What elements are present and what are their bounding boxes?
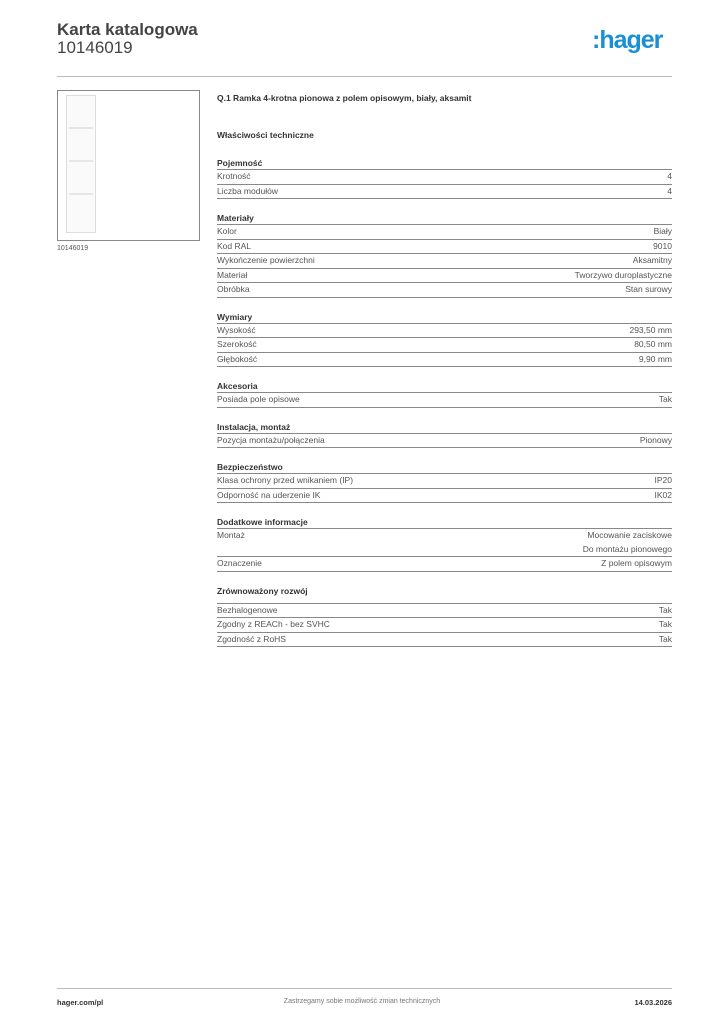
spec-label: Zgodność z RoHS <box>217 633 286 644</box>
spec-section <box>217 421 672 449</box>
section-heading: Materiały <box>217 212 672 225</box>
spec-row <box>217 269 672 284</box>
spec-row <box>217 170 672 185</box>
spec-label: Krotność <box>217 171 251 181</box>
image-caption: 10146019 <box>57 245 89 252</box>
spec-row <box>217 225 672 240</box>
spec-value: Z polem opisowym <box>601 558 672 568</box>
spec-label: Kolor <box>217 226 237 236</box>
section-heading: Dodatkowe informacje <box>217 516 672 529</box>
spec-value: Stan surowy <box>625 284 672 294</box>
spec-label: Montaż <box>217 530 245 540</box>
spec-row <box>217 338 672 353</box>
spec-value: 80,50 mm <box>634 339 672 349</box>
spec-value: 4 <box>667 185 672 196</box>
section-heading: Akcesoria <box>217 380 672 393</box>
spec-row <box>217 633 672 648</box>
spec-content <box>217 93 672 660</box>
spec-row <box>217 353 672 368</box>
spec-label: Odporność na uderzenie IK <box>217 489 321 500</box>
section-heading: Instalacja, montaż <box>217 421 672 434</box>
spec-section <box>217 585 672 648</box>
spec-value: Tworzywo duroplastyczne <box>574 269 672 280</box>
spec-row <box>217 254 672 269</box>
spec-row <box>217 474 672 489</box>
spec-label: Bezhalogenowe <box>217 604 278 615</box>
spec-label: Obróbka <box>217 284 250 294</box>
section-heading: Zrównoważony rozwój <box>217 585 308 596</box>
hager-logo: :hager <box>592 26 663 54</box>
product-code: 10146019 <box>57 38 133 57</box>
frame-illustration <box>66 95 96 233</box>
spec-row <box>217 529 672 557</box>
spec-row <box>217 283 672 298</box>
spec-value: Tak <box>658 394 672 404</box>
spec-value: Biały <box>653 226 672 236</box>
spec-row <box>217 434 672 449</box>
spec-label: Wykończenie powierzchni <box>217 255 315 265</box>
spec-value: Tak <box>658 633 672 644</box>
section-heading: Wymiary <box>217 311 672 324</box>
spec-section <box>217 212 672 298</box>
spec-row <box>217 324 672 339</box>
spec-value: 4 <box>667 171 672 181</box>
spec-value: Tak <box>658 619 672 629</box>
spec-label: Zgodny z REACh - bez SVHC <box>217 619 330 629</box>
spec-row <box>217 185 672 200</box>
header-divider <box>57 76 672 77</box>
product-image <box>57 90 200 241</box>
spec-value: Mocowanie zaciskowe Do montażu pionowego <box>582 530 672 554</box>
spec-value: 293,50 mm <box>629 324 672 335</box>
spec-label: Głębokość <box>217 353 258 364</box>
footer-divider <box>57 988 672 989</box>
footer-website[interactable]: hager.com/pl <box>57 998 104 1007</box>
spec-row <box>217 489 672 504</box>
spec-section <box>217 311 672 368</box>
spec-section <box>217 157 672 199</box>
spec-label: Klasa ochrony przed wnikaniem (IP) <box>217 475 354 485</box>
spec-label: Kod RAL <box>217 240 252 251</box>
spec-section <box>217 380 672 408</box>
footer-date: 14.03.2026 <box>634 998 672 1007</box>
spec-row <box>217 240 672 255</box>
spec-value: IK02 <box>654 489 672 500</box>
document-title: Karta katalogowa <box>57 20 198 39</box>
spec-label: Wysokość <box>217 324 256 335</box>
footer-notice: Zastrzegamy sobie możliwość zmian technicznych <box>283 998 441 1005</box>
section-heading: Bezpieczeństwo <box>217 461 672 474</box>
spec-value: Pionowy <box>639 434 672 445</box>
spec-label: Pozycja montażu/połączenia <box>217 434 325 445</box>
spec-label: Liczba modułów <box>217 185 278 196</box>
spec-label: Posiada pole opisowe <box>217 394 300 404</box>
spec-row <box>217 618 672 633</box>
spec-value: IP20 <box>654 475 672 485</box>
spec-row <box>217 393 672 408</box>
spec-row <box>217 604 672 619</box>
section-title: Właściwości techniczne <box>217 130 314 140</box>
section-heading: Pojemność <box>217 157 672 170</box>
spec-value: Tak <box>658 604 672 615</box>
spec-label: Materiał <box>217 269 248 280</box>
spec-row <box>217 557 672 572</box>
spec-value: Aksamitny <box>632 255 672 265</box>
product-title: Q.1 Ramka 4-krotna pionowa z polem opisowym, biały, aksamit <box>217 93 472 103</box>
spec-section <box>217 516 672 572</box>
spec-label: Szerokość <box>217 339 257 349</box>
spec-label: Oznaczenie <box>217 558 262 568</box>
spec-section <box>217 461 672 503</box>
spec-value: 9010 <box>653 240 672 251</box>
spec-value: 9,90 mm <box>638 353 672 364</box>
